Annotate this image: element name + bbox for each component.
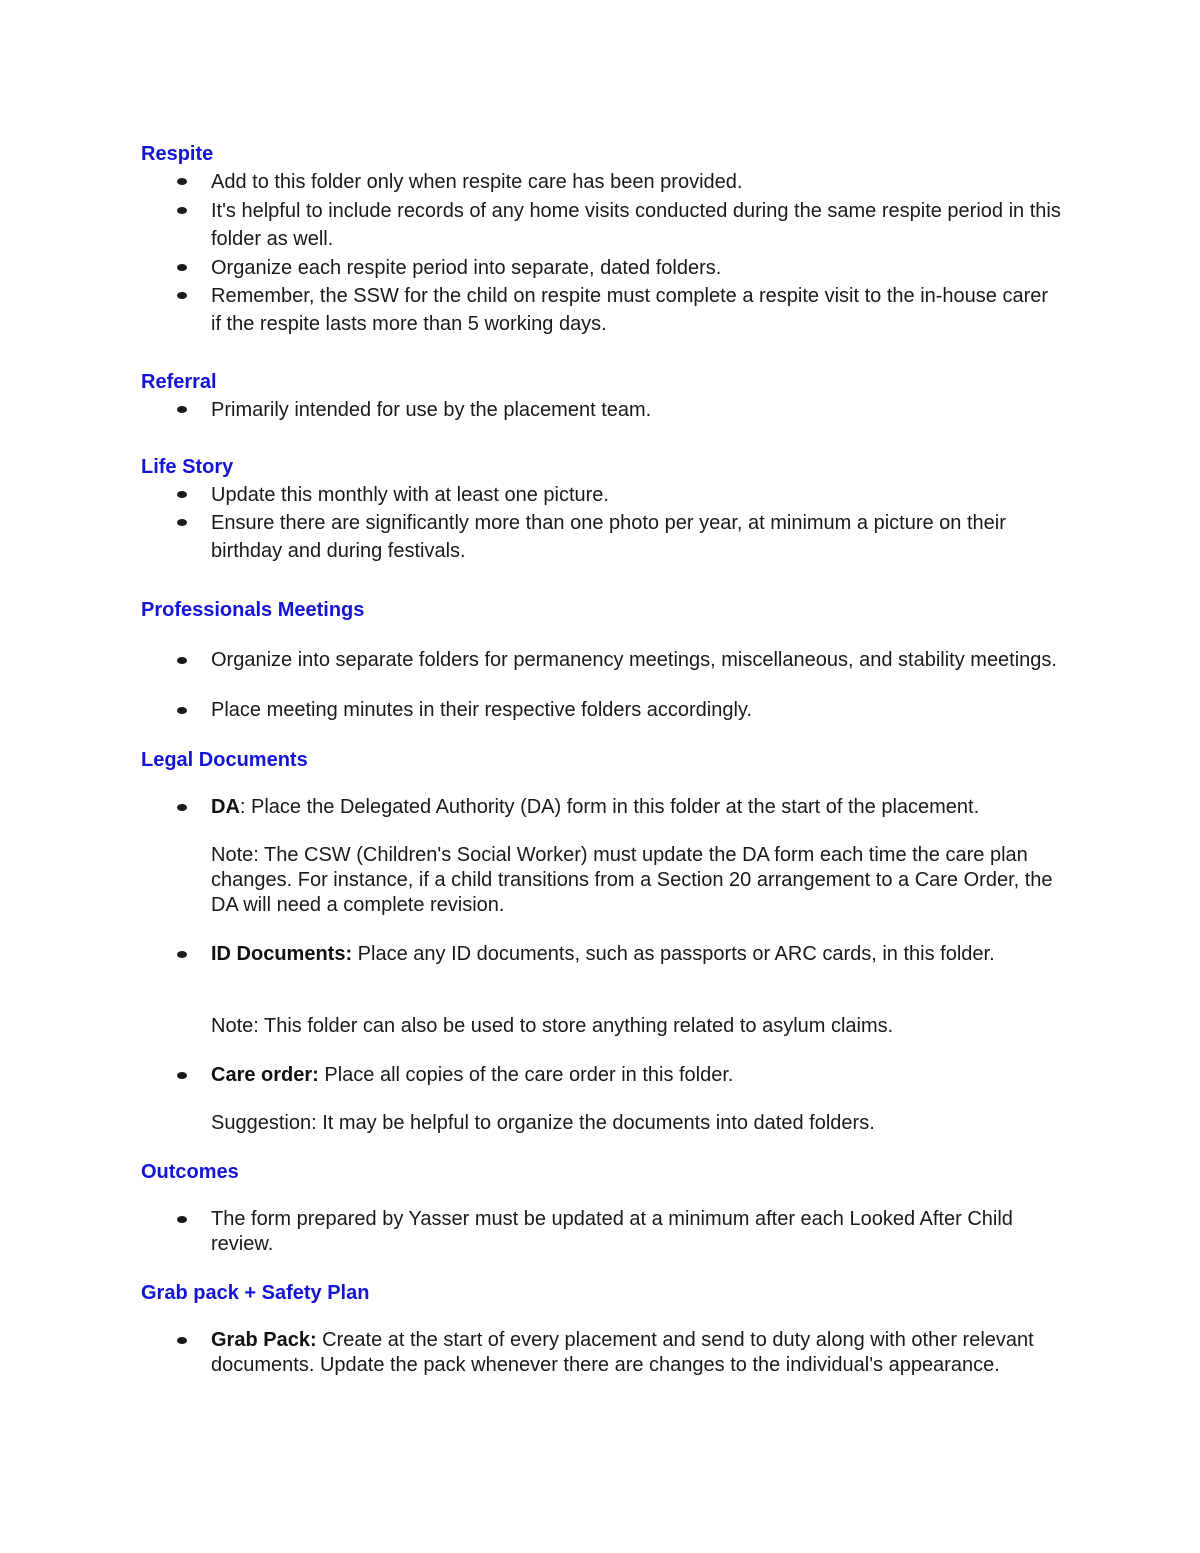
bullet-icon <box>177 519 187 526</box>
bullet-icon <box>177 1216 187 1223</box>
list-item: Remember, the SSW for the child on respite must complete a respite visit to the in-house carer if the respite lasts more than 5 working days. <box>211 282 1061 338</box>
heading-respite: Respite <box>141 143 214 165</box>
bullet-icon <box>177 406 187 413</box>
bullet-icon <box>177 657 187 664</box>
id-documents-label: ID Documents: <box>211 943 353 965</box>
bullet-icon <box>177 292 187 299</box>
da-label: DA <box>211 796 240 818</box>
bullet-icon <box>177 491 187 498</box>
grab-pack-label: Grab Pack: <box>211 1329 317 1351</box>
list-item: Place meeting minutes in their respective folders accordingly. <box>211 698 1061 723</box>
bullet-icon <box>177 951 187 958</box>
heading-grab-pack: Grab pack + Safety Plan <box>141 1282 370 1304</box>
bullet-icon <box>177 804 187 811</box>
list-item: Ensure there are significantly more than one photo per year, at minimum a picture on their birthday and during festivals. <box>211 509 1061 565</box>
list-item: Add to this folder only when respite care has been provided. <box>211 168 1061 196</box>
care-order-note: Suggestion: It may be helpful to organize the documents into dated folders. <box>211 1112 875 1134</box>
list-item: Organize each respite period into separate, dated folders. <box>211 254 1061 282</box>
bullet-icon <box>177 207 187 214</box>
list-item-grab-pack: Grab Pack: Create at the start of every placement and send to duty along with other relevant documents. Update the pack whenever there are changes to the individual's appearance. <box>211 1328 1061 1378</box>
bullet-icon <box>177 178 187 185</box>
list-item-care-order: Care order: Place all copies of the care order in this folder. <box>211 1063 1061 1088</box>
care-order-label: Care order: <box>211 1064 319 1086</box>
list-item-id-documents: ID Documents: Place any ID documents, such as passports or ARC cards, in this folder. <box>211 942 1061 967</box>
id-documents-note: Note: This folder can also be used to store anything related to asylum claims. <box>211 1015 894 1037</box>
bullet-icon <box>177 264 187 271</box>
heading-referral: Referral <box>141 371 217 393</box>
list-item-da: DA: Place the Delegated Authority (DA) form in this folder at the start of the placement. <box>211 795 1061 820</box>
heading-legal-documents: Legal Documents <box>141 749 308 771</box>
heading-life-story: Life Story <box>141 456 234 478</box>
heading-professionals-meetings: Professionals Meetings <box>141 599 365 621</box>
bullet-icon <box>177 707 187 714</box>
list-item: It's helpful to include records of any home visits conducted during the same respite period in this folder as well. <box>211 197 1061 253</box>
heading-outcomes: Outcomes <box>141 1161 239 1183</box>
list-item: The form prepared by Yasser must be updated at a minimum after each Looked After Child review. <box>211 1207 1061 1257</box>
list-item: Primarily intended for use by the placement team. <box>211 396 1061 424</box>
bullet-icon <box>177 1337 187 1344</box>
list-item: Update this monthly with at least one picture. <box>211 481 1061 509</box>
da-note: Note: The CSW (Children's Social Worker) must update the DA form each time the care plan changes. For instance, if a child transitions from a Section 20 arrangement to a Care Order, the DA will need a complete revision. <box>211 844 1053 916</box>
bullet-icon <box>177 1072 187 1079</box>
list-item: Organize into separate folders for permanency meetings, miscellaneous, and stability meetings. <box>211 648 1061 673</box>
